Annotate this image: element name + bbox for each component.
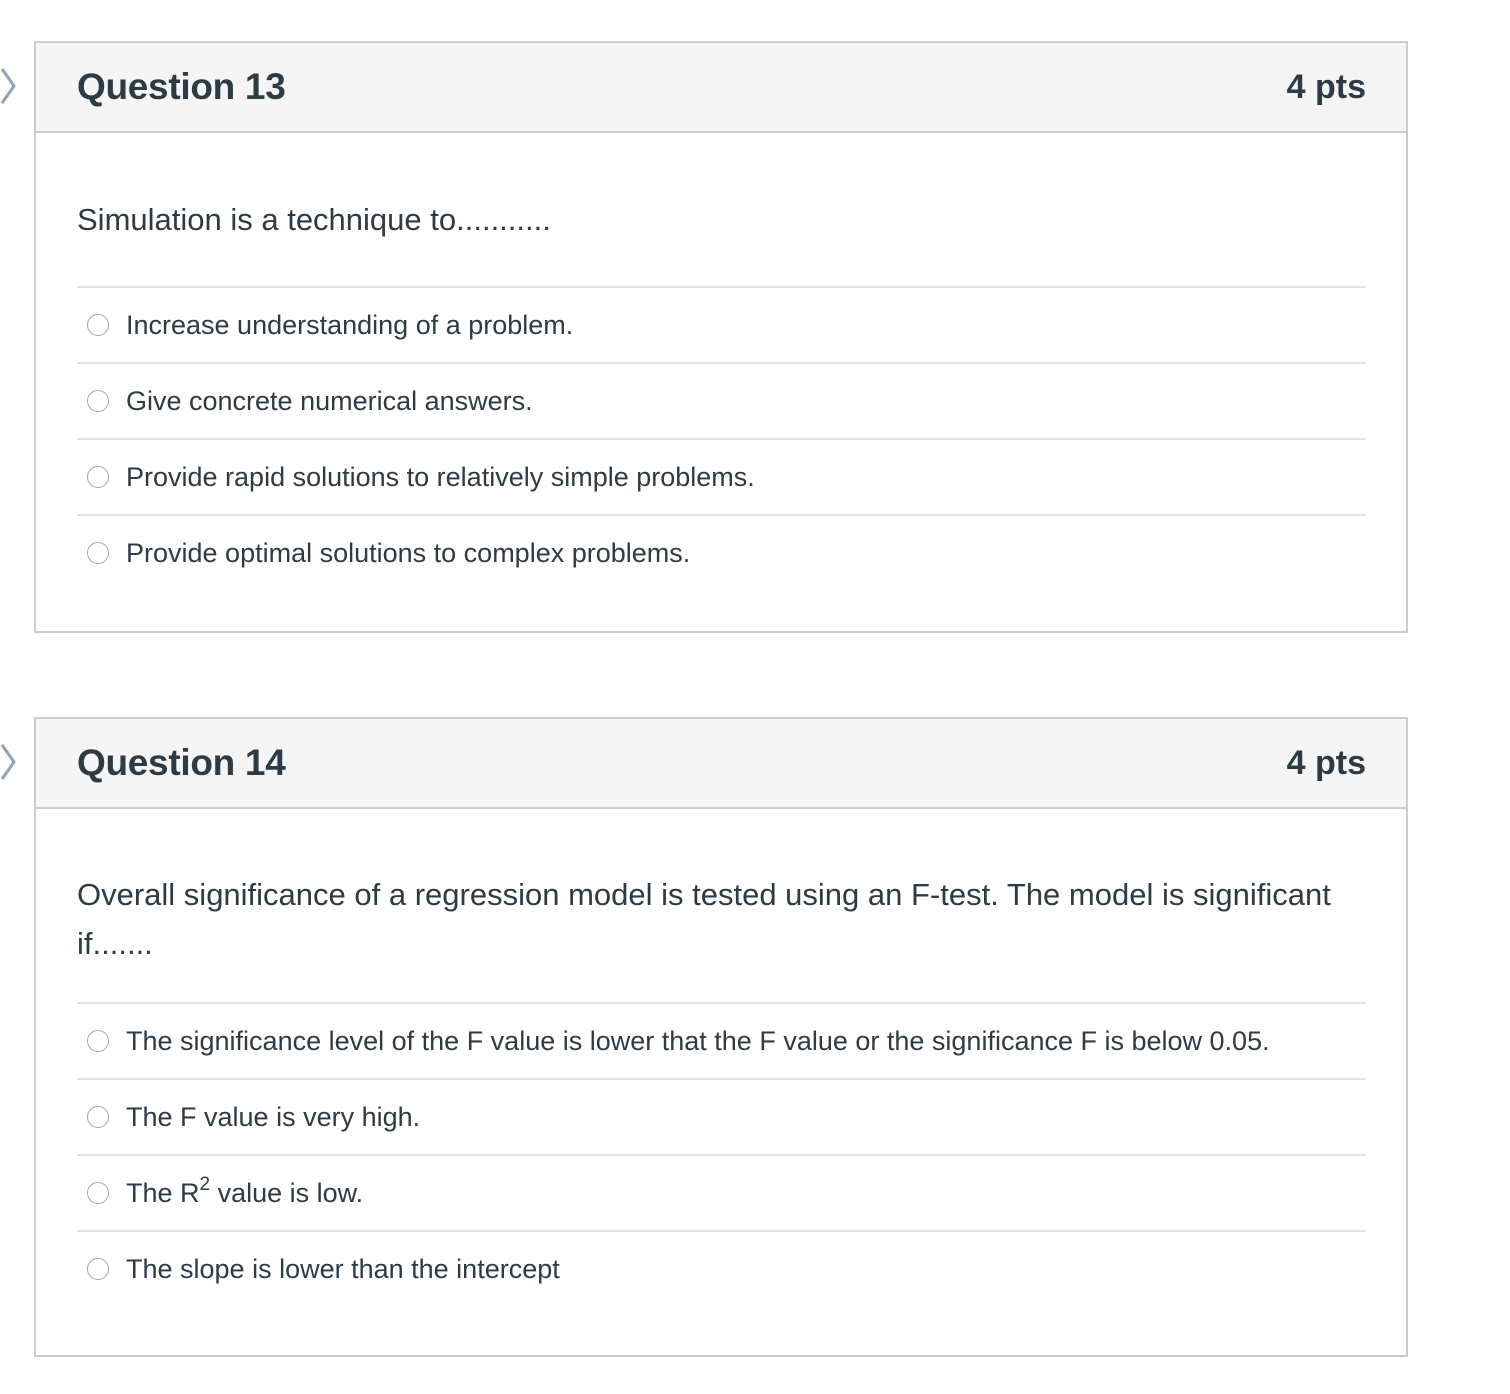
question-body xyxy=(36,133,1406,590)
question-14-card xyxy=(34,717,1408,1357)
answer-label-text: value is low. xyxy=(210,1177,364,1208)
radio-button-icon[interactable] xyxy=(87,1030,109,1052)
answer-option[interactable] xyxy=(77,362,1366,438)
answer-label: Increase understanding of a problem. xyxy=(126,309,574,340)
question-points: 4 pts xyxy=(1286,743,1366,782)
answer-option[interactable] xyxy=(77,1230,1366,1306)
radio-button-icon[interactable] xyxy=(87,1106,109,1128)
answer-option[interactable] xyxy=(77,514,1366,590)
radio-button-icon[interactable] xyxy=(87,542,109,564)
flag-question-icon[interactable] xyxy=(0,742,22,782)
radio-button-icon[interactable] xyxy=(87,1182,109,1204)
question-title: Question 14 xyxy=(77,742,286,783)
question-text: Simulation is a technique to........... xyxy=(77,202,551,237)
radio-button-icon[interactable] xyxy=(87,314,109,336)
question-body xyxy=(36,809,1406,1306)
answer-option[interactable] xyxy=(77,1154,1366,1230)
radio-button-icon[interactable] xyxy=(87,466,109,488)
answer-option[interactable] xyxy=(77,438,1366,514)
answer-list xyxy=(77,286,1366,590)
question-text-line: if....... xyxy=(77,926,153,961)
answer-label xyxy=(126,1173,364,1209)
answer-label: Provide rapid solutions to relatively simple problems. xyxy=(126,461,755,492)
answer-label-text: The R xyxy=(126,1177,200,1208)
answer-label: Provide optimal solutions to complex problems. xyxy=(126,537,691,568)
question-points: 4 pts xyxy=(1286,67,1366,106)
superscript: 2 xyxy=(199,1173,211,1195)
question-title: Question 13 xyxy=(77,66,286,107)
answer-label: The slope is lower than the intercept xyxy=(126,1253,560,1284)
radio-button-icon[interactable] xyxy=(87,1258,109,1280)
answer-label: The significance level of the F value is lower that the F value or the significance F is below 0.05. xyxy=(126,1025,1270,1056)
question-13-card xyxy=(34,41,1408,633)
answer-option[interactable] xyxy=(77,1078,1366,1154)
answer-label: Give concrete numerical answers. xyxy=(126,385,533,416)
answer-option[interactable] xyxy=(77,286,1366,362)
radio-button-icon[interactable] xyxy=(87,390,109,412)
question-text-line: Overall significance of a regression model is tested using an F-test. The model is significant xyxy=(77,877,1331,912)
question-text xyxy=(77,809,1366,1002)
flag-question-icon[interactable] xyxy=(0,66,22,106)
answer-option[interactable] xyxy=(77,1002,1366,1078)
answer-list xyxy=(77,1002,1366,1306)
question-header xyxy=(36,43,1406,133)
question-header xyxy=(36,719,1406,809)
answer-label: The F value is very high. xyxy=(126,1101,421,1132)
